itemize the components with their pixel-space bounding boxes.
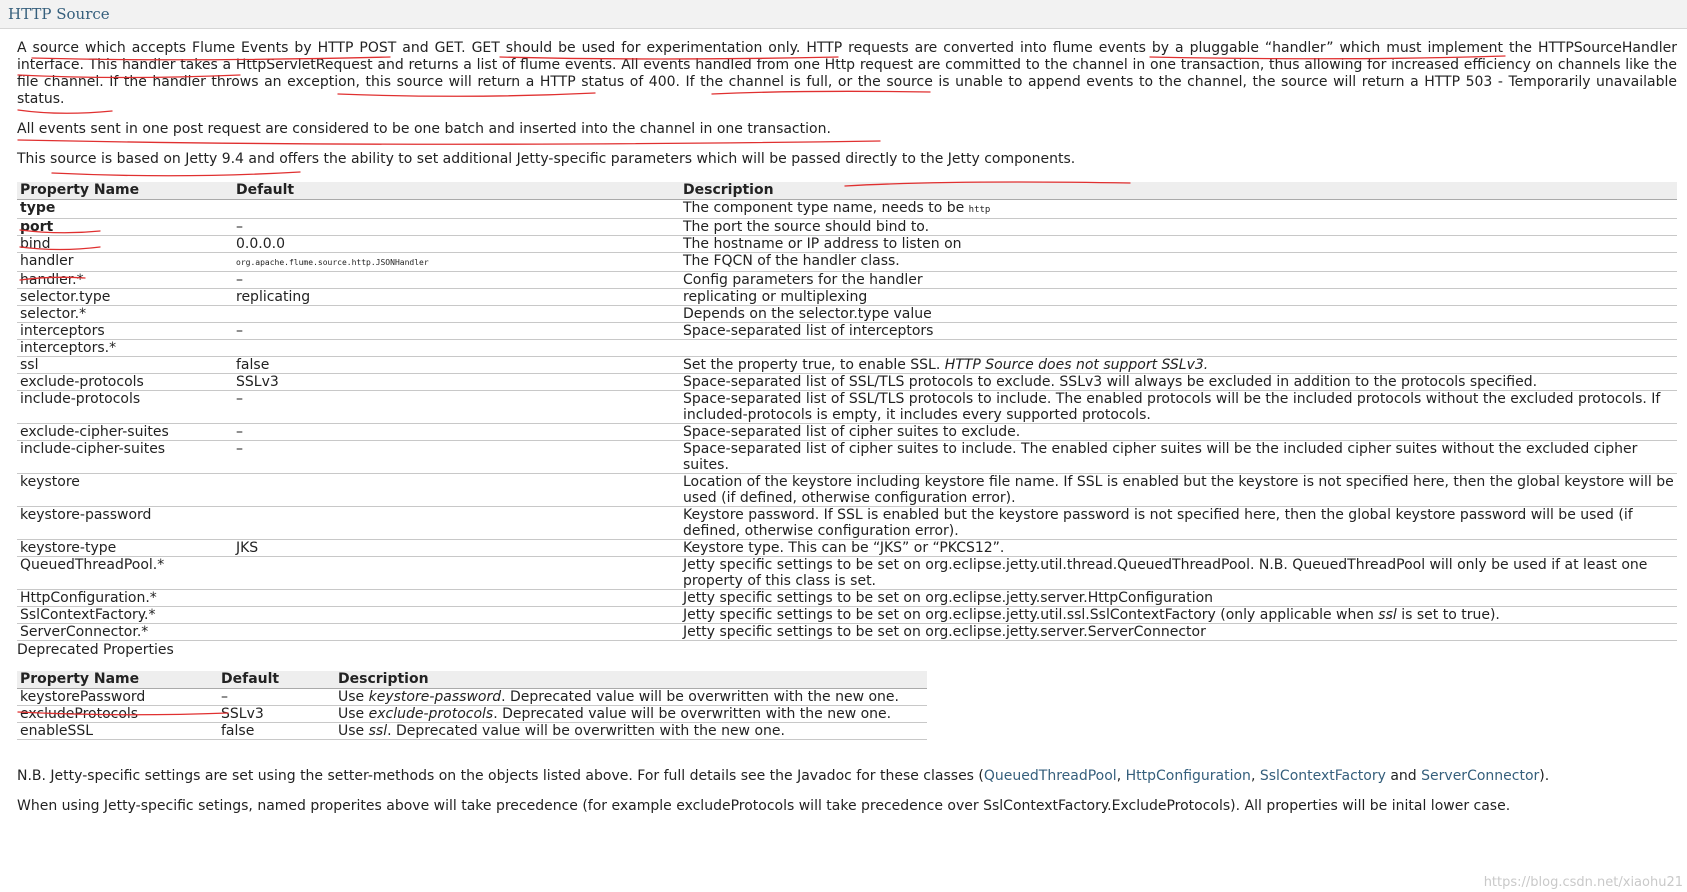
description-cell: [680, 441, 1677, 474]
property-name-cell: ServerConnector.*: [17, 624, 233, 641]
description-text: The FQCN of the handler class.: [683, 253, 900, 269]
description-text: Space-separated list of SSL/TLS protocols to include. The enabled protocols will be the included protocols without the excluded protocols. If included-protocols is empty, it includes every supported protocols.: [683, 391, 1661, 423]
table-row: [17, 607, 1677, 624]
description-italic: keystore-password: [368, 689, 502, 705]
description-text-after: . Deprecated value will be overwritten with the new one.: [493, 706, 892, 722]
default-value-cell: [233, 557, 680, 590]
description-cell: [680, 624, 1677, 641]
description-text-after: . Deprecated value will be overwritten with the new one.: [387, 723, 785, 739]
link-queuedthreadpool[interactable]: QueuedThreadPool: [983, 768, 1117, 784]
description-cell: [680, 306, 1677, 323]
description-text: Space-separated list of cipher suites to exclude.: [683, 424, 1021, 440]
property-name-cell: include-cipher-suites: [17, 441, 233, 474]
table-row: [17, 340, 1677, 357]
properties-table: [17, 182, 1677, 641]
description-cell: [680, 357, 1677, 374]
description-cell: [680, 590, 1677, 607]
nb-sep: ,: [1250, 768, 1260, 784]
description-text: Jetty specific settings to be set on org.eclipse.jetty.util.ssl.SslContextFactory (only applicable when: [683, 607, 1379, 623]
description-cell: [680, 289, 1677, 306]
default-value-cell: –: [233, 323, 680, 340]
property-name-cell: excludeProtocols: [17, 706, 218, 723]
description-text: Jetty specific settings to be set on org.eclipse.jetty.server.ServerConnector: [683, 624, 1206, 640]
description-text: replicating or multiplexing: [683, 289, 868, 305]
property-name-cell: enableSSL: [17, 723, 218, 740]
description-cell: [680, 236, 1677, 253]
description-text: Space-separated list of SSL/TLS protocols to exclude. SSLv3 will always be excluded in addition to the protocols specified.: [683, 374, 1538, 390]
default-value-cell: [233, 607, 680, 624]
nb-and: and: [1385, 768, 1422, 784]
description-cell: [680, 253, 1677, 272]
description-cell: [680, 424, 1677, 441]
description-cell: [680, 272, 1677, 289]
intro-paragraph-2: All events sent in one post request are considered to be one batch and inserted into the channel in one transaction.: [17, 121, 831, 137]
description-text: Keystore password. If SSL is enabled but the keystore password is not specified here, then the global keystore password will be used (if defined, otherwise configuration error).: [683, 507, 1633, 539]
description-cell: [680, 219, 1677, 236]
property-name-cell: interceptors.*: [17, 340, 233, 357]
default-value-cell: 0.0.0.0: [233, 236, 680, 253]
col-header-description: Description: [335, 671, 927, 689]
nb-suffix: ).: [1539, 768, 1550, 784]
underline-mark: [18, 110, 112, 113]
table-header-row: [17, 671, 927, 689]
property-name-cell: ssl: [17, 357, 233, 374]
description-cell: [680, 374, 1677, 391]
table-row: [17, 689, 927, 706]
col-header-default: Default: [233, 182, 680, 200]
table-row: [17, 540, 1677, 557]
default-value-cell: SSLv3: [218, 706, 335, 723]
col-header-name: Property Name: [17, 182, 233, 200]
description-code: http: [968, 205, 991, 215]
table-row: [17, 200, 1677, 219]
page-title: HTTP Source: [8, 5, 110, 23]
underline-mark: [52, 172, 300, 176]
nb-paragraph: [17, 768, 1677, 785]
default-value-cell: SSLv3: [233, 374, 680, 391]
table-row: [17, 557, 1677, 590]
watermark-text: https://blog.csdn.net/xiaohu21: [1483, 875, 1683, 890]
description-text: The hostname or IP address to listen on: [683, 236, 962, 252]
nb-sep: ,: [1116, 768, 1126, 784]
table-row: [17, 590, 1677, 607]
property-name-cell: exclude-cipher-suites: [17, 424, 233, 441]
table-row: [17, 306, 1677, 323]
description-cell: [680, 340, 1677, 357]
property-name-cell: HttpConfiguration.*: [17, 590, 233, 607]
description-text: Use: [338, 706, 369, 722]
underline-mark: [18, 140, 880, 144]
description-text: Jetty specific settings to be set on org.eclipse.jetty.server.HttpConfiguration: [683, 590, 1214, 606]
precedence-paragraph: When using Jetty-specific setings, named properites above will take precedence (for example excludeProtocols will take precedence over SslContextFactory.ExcludeProtocols). All properties will be inital lower case.: [17, 798, 1511, 814]
description-italic: exclude-protocols: [368, 706, 494, 722]
table-row: [17, 474, 1677, 507]
description-text: Space-separated list of cipher suites to include. The enabled cipher suites will be the included cipher suites without the excluded cipher suites.: [683, 441, 1638, 473]
section-header: [0, 0, 1687, 29]
table-row: [17, 723, 927, 740]
intro-paragraph-3: This source is based on Jetty 9.4 and offers the ability to set additional Jetty-specific parameters which will be passed directly to the Jetty components.: [17, 151, 1076, 167]
property-name-cell: bind: [17, 236, 233, 253]
table-row: [17, 323, 1677, 340]
description-cell: [680, 507, 1677, 540]
property-name-cell: include-protocols: [17, 391, 233, 424]
default-value-cell: –: [233, 391, 680, 424]
link-sslcontextfactory[interactable]: SslContextFactory: [1259, 768, 1386, 784]
description-italic: ssl: [368, 723, 388, 739]
description-text: Use: [338, 723, 369, 739]
col-header-description: Description: [680, 182, 1677, 200]
table-row: [17, 706, 927, 723]
default-value-cell: [233, 474, 680, 507]
property-name-cell: type: [17, 200, 233, 219]
description-text: Keystore type. This can be “JKS” or “PKCS12”.: [683, 540, 1005, 556]
table-row: [17, 236, 1677, 253]
table-row: [17, 219, 1677, 236]
default-value-cell: [233, 624, 680, 641]
description-cell: [680, 474, 1677, 507]
description-cell: [680, 391, 1677, 424]
default-value-cell: [233, 590, 680, 607]
deprecated-heading: Deprecated Properties: [17, 642, 174, 658]
table-row: [17, 424, 1677, 441]
default-value-cell: [233, 253, 680, 272]
description-text-after: is set to true).: [1396, 607, 1500, 623]
default-value-small: org.apache.flume.source.http.JSONHandler: [236, 258, 429, 267]
property-name-cell: QueuedThreadPool.*: [17, 557, 233, 590]
description-text: Use: [338, 689, 369, 705]
intro-paragraph-1: A source which accepts Flume Events by HTTP POST and GET. GET should be used for experimentation only. HTTP requests are converted into flume events by a pluggable “handler” which must implement the HTTPSourceHandler interface. This handler takes a HttpServletRequest and returns a list of flume events. All events handled from one Http request are committed to the channel in one transaction, thus allowing for increased efficiency on channels like the file channel. If the handler throws an exception, this source will return a HTTP status of 400. If the channel is full, or the source is unable to append events to the channel, the source will return a HTTP 503 - Temporarily unavailable status.: [17, 40, 1677, 107]
table-row: [17, 357, 1677, 374]
default-value-cell: JKS: [233, 540, 680, 557]
property-name-cell: selector.*: [17, 306, 233, 323]
description-text: Space-separated list of interceptors: [683, 323, 934, 339]
description-text: Set the property true, to enable SSL.: [683, 357, 945, 373]
table-row: [17, 441, 1677, 474]
property-name-cell: port: [17, 219, 233, 236]
description-cell: [680, 323, 1677, 340]
default-value-cell: false: [233, 357, 680, 374]
property-name-cell: handler.*: [17, 272, 233, 289]
property-name-cell: handler: [17, 253, 233, 272]
table-row: [17, 507, 1677, 540]
description-cell: [680, 540, 1677, 557]
table-row: [17, 391, 1677, 424]
default-value-cell: –: [233, 424, 680, 441]
description-cell: [680, 607, 1677, 624]
table-row: [17, 289, 1677, 306]
description-cell: [680, 200, 1677, 219]
default-value-cell: –: [218, 689, 335, 706]
default-value-cell: [233, 200, 680, 219]
default-value-cell: replicating: [233, 289, 680, 306]
col-header-default: Default: [218, 671, 335, 689]
link-serverconnector[interactable]: ServerConnector: [1421, 768, 1540, 784]
table-row: [17, 624, 1677, 641]
description-text-after: . Deprecated value will be overwritten with the new one.: [501, 689, 899, 705]
property-name-cell: keystorePassword: [17, 689, 218, 706]
table-row: [17, 374, 1677, 391]
property-name-cell: keystore-type: [17, 540, 233, 557]
description-italic: ssl: [1378, 607, 1397, 623]
link-httpconfiguration[interactable]: HttpConfiguration: [1125, 768, 1251, 784]
description-text: Location of the keystore including keystore file name. If SSL is enabled but the keystore is not specified here, then the global keystore will be used (if defined, otherwise configuration error).: [683, 474, 1674, 506]
default-value-cell: [233, 507, 680, 540]
default-value-cell: [233, 340, 680, 357]
property-name-cell: keystore-password: [17, 507, 233, 540]
description-italic: HTTP Source does not support SSLv3.: [944, 357, 1209, 373]
col-header-name: Property Name: [17, 671, 218, 689]
description-cell: [680, 557, 1677, 590]
property-name-cell: SslContextFactory.*: [17, 607, 233, 624]
table-row: [17, 253, 1677, 272]
default-value-cell: –: [233, 219, 680, 236]
default-value-cell: –: [233, 272, 680, 289]
description-text: The component type name, needs to be: [683, 200, 969, 216]
property-name-cell: exclude-protocols: [17, 374, 233, 391]
deprecated-properties-table: [17, 671, 927, 740]
default-value-cell: false: [218, 723, 335, 740]
table-header-row: [17, 182, 1677, 200]
description-text: Jetty specific settings to be set on org.eclipse.jetty.util.thread.QueuedThreadPool. N.B. QueuedThreadPool will only be used if at least one property of this class is set.: [683, 557, 1648, 589]
description-cell: [335, 706, 927, 723]
description-cell: [335, 723, 927, 740]
description-text: Depends on the selector.type value: [683, 306, 932, 322]
table-row: [17, 272, 1677, 289]
nb-prefix: N.B. Jetty-specific settings are set using the setter-methods on the objects listed above. For full details see the Javadoc for these classes (: [17, 768, 984, 784]
default-value-cell: –: [233, 441, 680, 474]
description-text: The port the source should bind to.: [683, 219, 930, 235]
description-cell: [335, 689, 927, 706]
property-name-cell: interceptors: [17, 323, 233, 340]
default-value-cell: [233, 306, 680, 323]
description-text: Config parameters for the handler: [683, 272, 923, 288]
property-name-cell: selector.type: [17, 289, 233, 306]
property-name-cell: keystore: [17, 474, 233, 507]
